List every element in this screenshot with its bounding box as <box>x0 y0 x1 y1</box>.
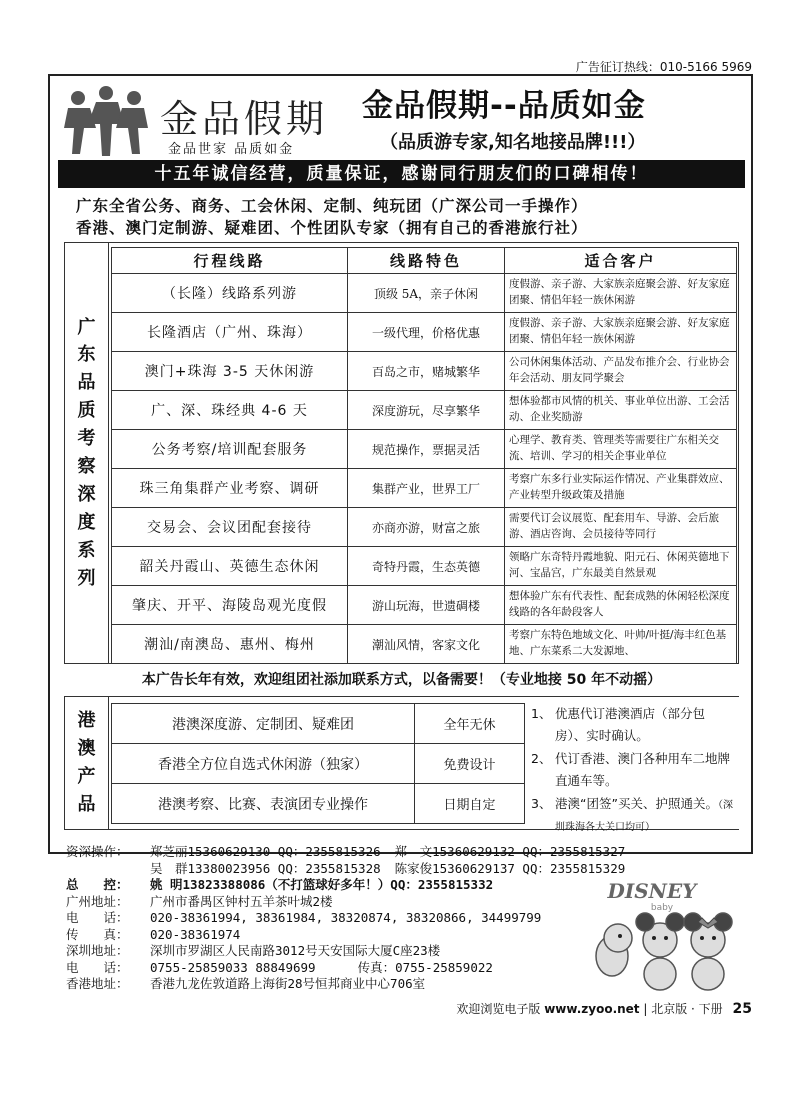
section-label-char: 质 <box>77 400 96 422</box>
sz-phone: 0755-25859033 88849699 <box>150 959 316 975</box>
gm-label: 总 控： <box>66 877 129 892</box>
gz-address: 广州市番禺区钟村五羊茶叶城2楼 <box>150 893 333 909</box>
ad-frame <box>48 74 753 854</box>
route-name: 长隆酒店（广州、珠海） <box>112 313 348 352</box>
section-label-char: 产 <box>77 766 96 787</box>
service-note: （深圳珠海各大关口均可） <box>555 800 733 833</box>
route-name: 广、深、珠经典 4-6 天 <box>112 391 348 430</box>
table-row <box>112 744 525 784</box>
brand-logo <box>60 84 350 158</box>
hk-route-name: 港澳考察、比赛、表演团专业操作 <box>112 784 415 824</box>
route-name: 公务考察/培训配套服务 <box>112 430 348 469</box>
route-client: 考察广东多行业实际运作情况、产业集群效应、产业转型升级政策及措施 <box>505 469 737 508</box>
ops-contact: 陈家俊15360629137 QQ：2355815329 <box>394 860 626 876</box>
services-list <box>531 703 736 838</box>
service-text: 优惠代订港澳酒店（部分包房）、实时确认。 <box>555 706 706 743</box>
section-label-char: 广 <box>77 316 96 338</box>
cartoon-characters-icon <box>590 878 750 996</box>
section-label-char: 考 <box>77 428 96 450</box>
cartoon-sub: baby <box>650 903 674 913</box>
service-text: 港澳“团签”买关、护照通关。（深圳珠海各大关口均可） <box>555 796 733 833</box>
route-feature: 潮汕风情，客家文化 <box>348 625 505 664</box>
route-client: 公司休闲集体活动、产品发布推介会、行业协会年会活动、朋友同学聚会 <box>505 352 737 391</box>
table-row <box>112 586 737 625</box>
route-name: 珠三角集群产业考察、调研 <box>112 469 348 508</box>
service-text: 代订香港、澳门各种用车二地牌直通车等。 <box>555 751 731 788</box>
sub-slogan: （品质游专家,知名地接品牌!!!） <box>380 132 646 153</box>
intro-line: 广东全省公务、商务、工会休闲、定制、纯玩团（广深公司一手操作） <box>76 197 588 215</box>
hk-route-name: 港澳深度游、定制团、疑难团 <box>112 704 415 744</box>
table-row <box>112 274 737 313</box>
service-item <box>531 748 736 791</box>
route-feature: 百岛之市，赌城繁华 <box>348 352 505 391</box>
section-label-char: 察 <box>77 456 96 477</box>
service-number: 2、 <box>531 751 552 766</box>
page-footer: 欢迎浏览电子版 www.zyoo.net | 北京版 · 下册 25 <box>456 1001 752 1017</box>
section-label <box>65 697 109 829</box>
footer-edition: 北京版 · 下册 <box>651 1002 723 1016</box>
route-name: 韶关丹霞山、英德生态休闲 <box>112 547 348 586</box>
route-feature: 深度游玩，尽享繁华 <box>348 391 505 430</box>
footer-website-link[interactable]: www.zyoo.net <box>544 1002 640 1016</box>
route-feature: 游山玩海，世遗碉楼 <box>348 586 505 625</box>
hk-address: 香港九龙佐敦道路上海街28号恒邦商业中心706室 <box>150 976 426 991</box>
route-name: 交易会、会议团配套接待 <box>112 508 348 547</box>
hk-route-name: 香港全方位自选式休闲游（独家） <box>112 744 415 784</box>
section-label-char: 港 <box>77 710 96 732</box>
brand-subtitle: 金品世家 品质如金 <box>168 142 295 157</box>
route-feature: 集群产业，世界工厂 <box>348 469 505 508</box>
table-row <box>112 391 737 430</box>
banner: 十五年诚信经营，质量保证，感谢同行朋友们的口碑相传！ <box>58 160 745 188</box>
route-feature: 一级代理，价格优惠 <box>348 313 505 352</box>
table-row <box>112 430 737 469</box>
sz-address: 深圳市罗湖区人民南路3012号天安国际大厦C座23楼 <box>150 943 441 958</box>
table-row <box>112 352 737 391</box>
ops-contact: 吴 群13380023956 QQ：2355815328 <box>150 860 381 876</box>
col-header-route: 行程线路 <box>112 248 348 274</box>
table-row <box>112 547 737 586</box>
ops-row <box>66 861 766 878</box>
table-row <box>112 625 737 664</box>
sz-fax: 传真：0755-25859022 <box>357 959 493 975</box>
ops-row <box>66 844 766 861</box>
section-label-char: 品 <box>77 793 96 815</box>
hk-table <box>111 703 525 824</box>
route-client: 度假游、亲子游、大家族亲庭聚会游、好友家庭团聚、情侣年轻一族休闲游 <box>505 313 737 352</box>
route-client: 度假游、亲子游、大家族亲庭聚会游、好友家庭团聚、情侣年轻一族休闲游 <box>505 274 737 313</box>
service-item <box>531 793 736 836</box>
route-feature: 规范操作，票据灵活 <box>348 430 505 469</box>
section-label-char: 度 <box>77 511 96 533</box>
route-client: 想体验都市风情的机关、事业单位出游、工会活动、企业奖励游 <box>505 391 737 430</box>
guangdong-section <box>64 242 739 664</box>
footer-prefix: 欢迎浏览电子版 <box>456 1002 541 1016</box>
gz-phone: 020-38361994, 38361984, 38320874, 38320866, 34499799 <box>150 910 542 925</box>
route-name: 潮汕/南澳岛、惠州、梅州 <box>112 625 348 664</box>
intro-line: 香港、澳门定制游、疑难团、个性团队专家（拥有自己的香港旅行社） <box>76 219 588 237</box>
routes-table <box>111 247 737 664</box>
sz-address-label: 深圳地址： <box>66 943 129 958</box>
col-header-feature: 线路特色 <box>348 248 505 274</box>
service-item <box>531 703 736 746</box>
service-number: 1、 <box>531 706 552 721</box>
route-client: 领略广东奇特丹霞地貌、阳元石、休闲英德地下河、宝晶宫，广东最美自然景观 <box>505 547 737 586</box>
service-number: 3、 <box>531 796 552 811</box>
route-client: 心理学、教育类、管理类等需要往广东相关交流、培训、学习的相关企事业单位 <box>505 430 737 469</box>
hk-macau-section <box>64 696 739 833</box>
table-row <box>112 508 737 547</box>
hk-route-note: 免费设计 <box>415 744 525 784</box>
gz-phone-label: 电 话： <box>66 910 129 925</box>
col-header-client: 适合客户 <box>505 248 737 274</box>
ops-contact: 郑芝丽15360629130 QQ：2355815326 <box>150 844 381 859</box>
sz-phone-label: 电 话： <box>66 959 129 975</box>
notice-line: 本广告长年有效，欢迎组团社添加联系方式，以备需要！（专业地接 50 年不动摇） <box>141 672 662 688</box>
disney-baby-cartoon <box>590 878 750 996</box>
route-client: 考察广东特色地域文化、叶帅/叶挺/海丰红色基地、广东菜系二大发源地、 <box>505 625 737 664</box>
section-label-char: 东 <box>77 344 96 366</box>
brand-name: 金品假期 <box>160 97 329 141</box>
people-logo-icon <box>62 84 150 158</box>
section-label-char: 系 <box>77 539 96 561</box>
route-client: 想体验广东有代表性、配套成熟的休闲轻松深度线路的各年龄段客人 <box>505 586 737 625</box>
section-label-char: 深 <box>77 483 96 505</box>
route-feature: 亦商亦游，财富之旅 <box>348 508 505 547</box>
page-number: 25 <box>732 1001 752 1017</box>
ops-label: 资深操作： <box>66 844 129 859</box>
cartoon-brand: DISNEY <box>607 879 697 903</box>
ops-contact: 郑 文15360629132 QQ：2355815327 <box>394 844 626 859</box>
gz-address-label: 广州地址： <box>66 893 129 909</box>
hk-route-note: 日期自定 <box>415 784 525 824</box>
route-feature: 顶级 5A，亲子休闲 <box>348 274 505 313</box>
section-label-char: 列 <box>77 567 96 589</box>
table-row <box>112 784 525 824</box>
gz-fax-label: 传 真： <box>66 926 129 942</box>
section-label-char: 品 <box>77 372 96 394</box>
ad-hotline: 广告征订热线：010-5166 5969 <box>575 60 752 74</box>
route-feature: 奇特丹霞，生态英德 <box>348 547 505 586</box>
table-row <box>112 313 737 352</box>
gm-contact: 姚 明13823388086（不打篮球好多年！）QQ：2355815332 <box>150 877 494 892</box>
route-name: （长隆）线路系列游 <box>112 274 348 313</box>
route-name: 肇庆、开平、海陵岛观光度假 <box>112 586 348 625</box>
table-row <box>112 704 525 744</box>
gz-fax: 020-38361974 <box>150 926 241 942</box>
main-slogan: 金品假期--品质如金 <box>362 88 646 124</box>
hk-address-label: 香港地址： <box>66 976 129 991</box>
hk-route-note: 全年无休 <box>415 704 525 744</box>
table-row <box>112 469 737 508</box>
section-label-char: 澳 <box>77 738 96 760</box>
section-label <box>65 243 109 663</box>
route-name: 澳门+珠海 3-5 天休闲游 <box>112 352 348 391</box>
route-client: 需要代订会议展览、配套用车、导游、会后旅游、酒店咨询、会员接待等同行 <box>505 508 737 547</box>
